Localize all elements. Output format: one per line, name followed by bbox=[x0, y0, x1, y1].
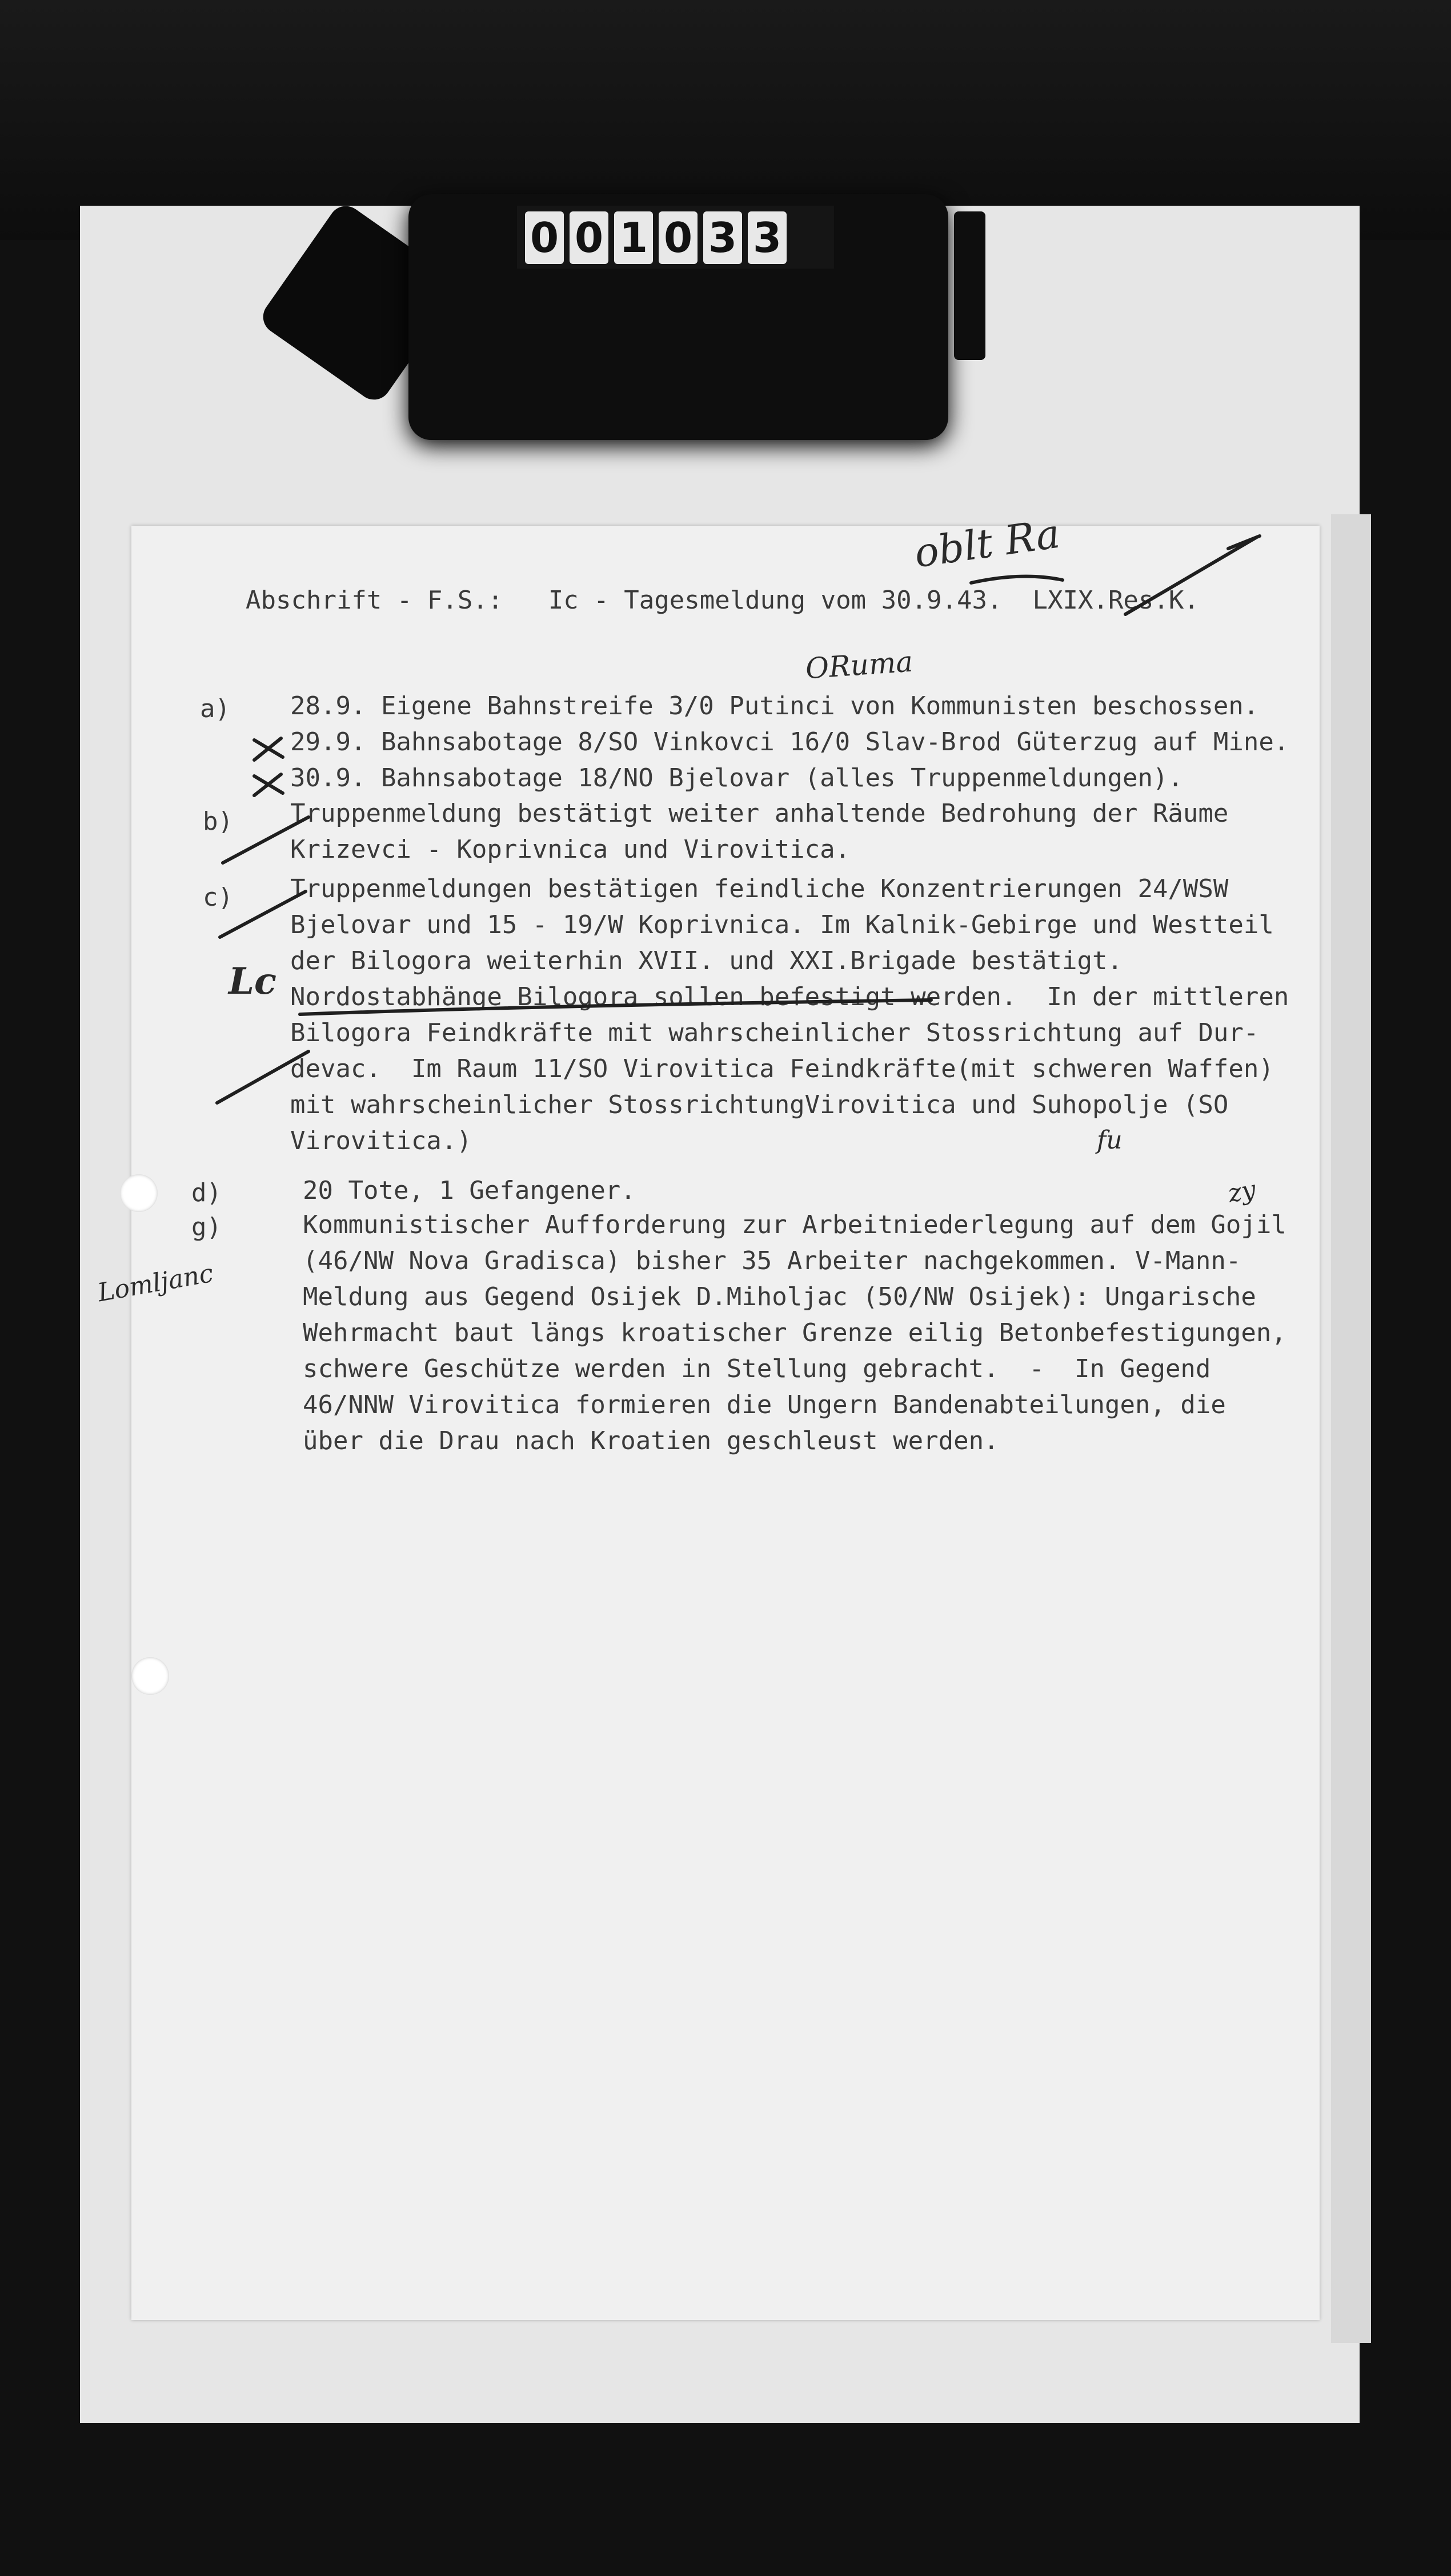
strike-mark bbox=[1125, 536, 1260, 614]
text-line: Kommunistischer Aufforderung zur Arbeitniederlegung auf dem Gojil bbox=[303, 1210, 1286, 1239]
text-line: Meldung aus Gegend Osijek D.Miholjac (50/NW Osijek): Ungarische bbox=[303, 1282, 1256, 1311]
item-label-d: d) bbox=[191, 1178, 222, 1207]
text-line: über die Drau nach Kroatien geschleust werden. bbox=[303, 1426, 999, 1455]
cross-mark bbox=[254, 738, 283, 760]
text-line: Truppenmeldung bestätigt weiter anhaltende Bedrohung der Räume bbox=[290, 799, 1229, 828]
counter-digit: 3 bbox=[748, 211, 787, 264]
handwritten-note: Lc bbox=[229, 960, 276, 1003]
handwritten-strokes bbox=[131, 526, 1320, 2320]
handwritten-note: ORuma bbox=[804, 645, 914, 686]
text-line: Krizevci - Koprivnica und Virovitica. bbox=[290, 835, 851, 864]
counter-digit: 0 bbox=[525, 211, 564, 264]
text-line: Nordostabhänge Bilogora sollen befestigt werden. In der mittleren bbox=[290, 982, 1289, 1011]
pencil-dash bbox=[217, 1051, 308, 1103]
text-line: 46/NNW Virovitica formieren die Ungern Bandenabteilungen, die bbox=[303, 1390, 1226, 1419]
text-line: Truppenmeldungen bestätigen feindliche Konzentrierungen 24/WSW bbox=[290, 874, 1229, 903]
handwritten-note: oblt Ra bbox=[911, 510, 1063, 577]
document-header: Abschrift - F.S.: Ic - Tagesmeldung vom 30.9.43. LXIX.Res.K. bbox=[246, 586, 1199, 615]
pencil-dash bbox=[223, 817, 308, 863]
handwritten-note: zy bbox=[1225, 1175, 1258, 1209]
handwritten-note: Lomljanc bbox=[95, 1258, 216, 1308]
text-line: 20 Tote, 1 Gefangener. bbox=[303, 1176, 636, 1205]
frame-counter bbox=[517, 206, 834, 269]
counter-digit: 0 bbox=[659, 211, 698, 264]
text-line: 30.9. Bahnsabotage 18/NO Bjelovar (alles Truppenmeldungen). bbox=[290, 763, 1183, 793]
text-line: mit wahrscheinlicher StossrichtungVirovitica und Suhopolje (SO bbox=[290, 1090, 1229, 1119]
text-line: der Bilogora weiterhin XVII. und XXI.Brigade bestätigt. bbox=[290, 946, 1123, 975]
text-line: Wehrmacht baut längs kroatischer Grenze eilig Betonbefestigungen, bbox=[303, 1318, 1286, 1347]
counter-post bbox=[954, 211, 985, 360]
item-label-b: b) bbox=[203, 807, 233, 836]
text-line: devac. Im Raum 11/SO Virovitica Feindkräfte(mit schweren Waffen) bbox=[290, 1054, 1274, 1083]
item-label-g: g) bbox=[191, 1213, 222, 1242]
pencil-dash bbox=[220, 891, 306, 937]
text-line: (46/NW Nova Gradisca) bisher 35 Arbeiter nachgekommen. V-Mann- bbox=[303, 1246, 1241, 1275]
handwritten-note: fu bbox=[1097, 1126, 1123, 1155]
text-line: schwere Geschütze werden in Stellung gebracht. - In Gegend bbox=[303, 1354, 1211, 1383]
cross-mark bbox=[254, 774, 283, 795]
item-label-a: a) bbox=[200, 694, 230, 723]
underline bbox=[300, 1000, 931, 1014]
counter-digit: 0 bbox=[570, 211, 608, 264]
text-line: Bjelovar und 15 - 19/W Koprivnica. Im Kalnik-Gebirge und Westteil bbox=[290, 910, 1274, 939]
counter-digit: 1 bbox=[614, 211, 653, 264]
text-line: 29.9. Bahnsabotage 8/SO Vinkovci 16/0 Slav-Brod Güterzug auf Mine. bbox=[290, 727, 1289, 757]
text-line: Bilogora Feindkräfte mit wahrscheinlicher Stossrichtung auf Dur- bbox=[290, 1018, 1259, 1047]
counter-digit: 3 bbox=[703, 211, 742, 264]
item-label-c: c) bbox=[203, 883, 233, 912]
text-line: Virovitica.) bbox=[290, 1126, 472, 1155]
strike-mark bbox=[971, 577, 1063, 583]
backing-sheet-edge bbox=[1331, 514, 1371, 2343]
document-page bbox=[95, 510, 1320, 2320]
text-line: 28.9. Eigene Bahnstreife 3/0 Putinci von Kommunisten beschossen. bbox=[290, 691, 1259, 721]
